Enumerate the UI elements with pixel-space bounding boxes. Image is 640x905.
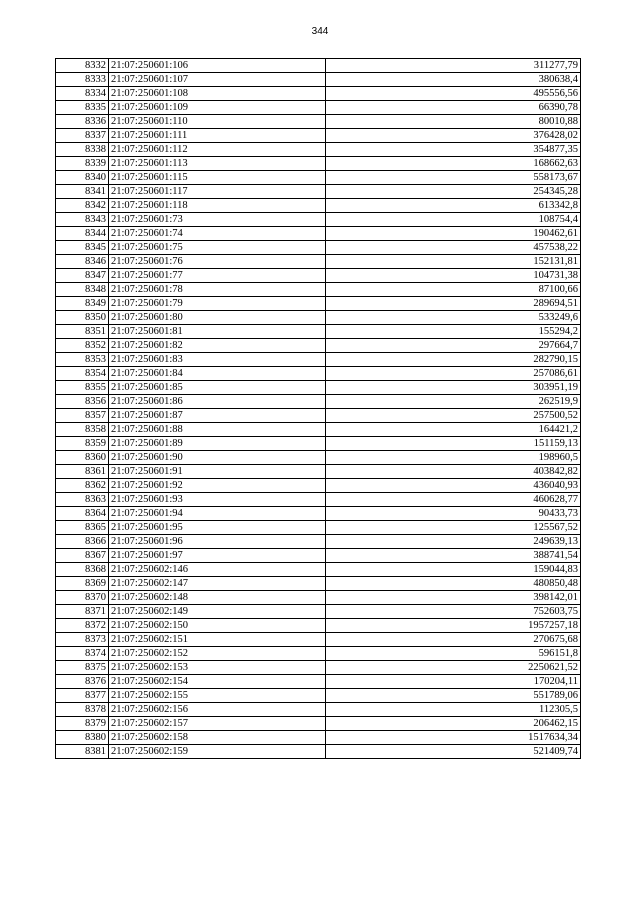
value-cell: 125567,52	[326, 521, 581, 535]
cadastral-number-cell: 21:07:250601:106	[109, 59, 326, 73]
cadastral-number-cell: 21:07:250601:93	[109, 493, 326, 507]
table-row	[56, 73, 581, 87]
row-number-cell: 8355	[56, 381, 109, 395]
value-cell: 460628,77	[326, 493, 581, 507]
row-number-cell: 8352	[56, 339, 109, 353]
value-cell: 311277,79	[326, 59, 581, 73]
cadastral-number-cell: 21:07:250601:83	[109, 353, 326, 367]
table-row	[56, 451, 581, 465]
table-row	[56, 87, 581, 101]
cadastral-number-cell: 21:07:250601:80	[109, 311, 326, 325]
cadastral-number-cell: 21:07:250601:109	[109, 101, 326, 115]
value-cell: 87100,66	[326, 283, 581, 297]
cadastral-number-cell: 21:07:250601:81	[109, 325, 326, 339]
cadastre-table	[55, 58, 581, 759]
row-number-cell: 8345	[56, 241, 109, 255]
table-row	[56, 675, 581, 689]
cadastral-number-cell: 21:07:250601:92	[109, 479, 326, 493]
value-cell: 151159,13	[326, 437, 581, 451]
value-cell: 521409,74	[326, 745, 581, 759]
cadastral-number-cell: 21:07:250602:153	[109, 661, 326, 675]
row-number-cell: 8364	[56, 507, 109, 521]
value-cell: 254345,28	[326, 185, 581, 199]
table-row	[56, 227, 581, 241]
row-number-cell: 8356	[56, 395, 109, 409]
row-number-cell: 8339	[56, 157, 109, 171]
table-row	[56, 381, 581, 395]
cadastral-number-cell: 21:07:250602:154	[109, 675, 326, 689]
table-row	[56, 563, 581, 577]
table-row	[56, 493, 581, 507]
value-cell: 170204,11	[326, 675, 581, 689]
value-cell: 257500,52	[326, 409, 581, 423]
table-row	[56, 283, 581, 297]
cadastral-number-cell: 21:07:250601:87	[109, 409, 326, 423]
cadastral-number-cell: 21:07:250602:155	[109, 689, 326, 703]
row-number-cell: 8350	[56, 311, 109, 325]
value-cell: 90433,73	[326, 507, 581, 521]
value-cell: 551789,06	[326, 689, 581, 703]
cadastral-number-cell: 21:07:250601:88	[109, 423, 326, 437]
value-cell: 198960,5	[326, 451, 581, 465]
cadastral-number-cell: 21:07:250601:112	[109, 143, 326, 157]
table-row	[56, 199, 581, 213]
row-number-cell: 8348	[56, 283, 109, 297]
table-row	[56, 731, 581, 745]
table-row	[56, 465, 581, 479]
table-row	[56, 633, 581, 647]
value-cell: 354877,35	[326, 143, 581, 157]
row-number-cell: 8372	[56, 619, 109, 633]
value-cell: 457538,22	[326, 241, 581, 255]
table-row	[56, 507, 581, 521]
value-cell: 480850,48	[326, 577, 581, 591]
table-row	[56, 549, 581, 563]
row-number-cell: 8369	[56, 577, 109, 591]
row-number-cell: 8332	[56, 59, 109, 73]
table-row	[56, 367, 581, 381]
row-number-cell: 8360	[56, 451, 109, 465]
value-cell: 558173,67	[326, 171, 581, 185]
table-row	[56, 577, 581, 591]
row-number-cell: 8333	[56, 73, 109, 87]
cadastral-number-cell: 21:07:250601:73	[109, 213, 326, 227]
row-number-cell: 8342	[56, 199, 109, 213]
cadastral-number-cell: 21:07:250602:158	[109, 731, 326, 745]
table-row	[56, 59, 581, 73]
cadastral-number-cell: 21:07:250602:151	[109, 633, 326, 647]
row-number-cell: 8340	[56, 171, 109, 185]
row-number-cell: 8341	[56, 185, 109, 199]
value-cell: 257086,61	[326, 367, 581, 381]
value-cell: 249639,13	[326, 535, 581, 549]
table-row	[56, 703, 581, 717]
cadastral-number-cell: 21:07:250601:117	[109, 185, 326, 199]
value-cell: 155294,2	[326, 325, 581, 339]
row-number-cell: 8377	[56, 689, 109, 703]
table-row	[56, 423, 581, 437]
cadastral-number-cell: 21:07:250601:89	[109, 437, 326, 451]
table-row	[56, 661, 581, 675]
row-number-cell: 8367	[56, 549, 109, 563]
value-cell: 596151,8	[326, 647, 581, 661]
row-number-cell: 8354	[56, 367, 109, 381]
value-cell: 1517634,34	[326, 731, 581, 745]
value-cell: 80010,88	[326, 115, 581, 129]
cadastral-number-cell: 21:07:250601:78	[109, 283, 326, 297]
row-number-cell: 8365	[56, 521, 109, 535]
value-cell: 1957257,18	[326, 619, 581, 633]
value-cell: 2250621,52	[326, 661, 581, 675]
cadastral-number-cell: 21:07:250601:84	[109, 367, 326, 381]
cadastral-number-cell: 21:07:250601:77	[109, 269, 326, 283]
row-number-cell: 8343	[56, 213, 109, 227]
cadastral-number-cell: 21:07:250601:90	[109, 451, 326, 465]
table-row	[56, 591, 581, 605]
table-row	[56, 241, 581, 255]
table-row	[56, 339, 581, 353]
value-cell: 388741,54	[326, 549, 581, 563]
value-cell: 403842,82	[326, 465, 581, 479]
cadastral-number-cell: 21:07:250601:110	[109, 115, 326, 129]
cadastral-number-cell: 21:07:250602:148	[109, 591, 326, 605]
row-number-cell: 8380	[56, 731, 109, 745]
cadastral-number-cell: 21:07:250602:147	[109, 577, 326, 591]
table-row	[56, 101, 581, 115]
cadastral-number-cell: 21:07:250601:91	[109, 465, 326, 479]
row-number-cell: 8374	[56, 647, 109, 661]
value-cell: 112305,5	[326, 703, 581, 717]
row-number-cell: 8358	[56, 423, 109, 437]
cadastral-number-cell: 21:07:250601:95	[109, 521, 326, 535]
table-row	[56, 269, 581, 283]
row-number-cell: 8359	[56, 437, 109, 451]
row-number-cell: 8378	[56, 703, 109, 717]
cadastral-number-cell: 21:07:250601:94	[109, 507, 326, 521]
value-cell: 164421,2	[326, 423, 581, 437]
table-row	[56, 437, 581, 451]
value-cell: 613342,8	[326, 199, 581, 213]
row-number-cell: 8366	[56, 535, 109, 549]
value-cell: 190462,61	[326, 227, 581, 241]
row-number-cell: 8357	[56, 409, 109, 423]
cadastral-number-cell: 21:07:250601:107	[109, 73, 326, 87]
value-cell: 282790,15	[326, 353, 581, 367]
row-number-cell: 8334	[56, 87, 109, 101]
table-row	[56, 311, 581, 325]
row-number-cell: 8336	[56, 115, 109, 129]
value-cell: 66390,78	[326, 101, 581, 115]
cadastral-number-cell: 21:07:250602:146	[109, 563, 326, 577]
cadastral-number-cell: 21:07:250601:85	[109, 381, 326, 395]
value-cell: 297664,7	[326, 339, 581, 353]
table-row	[56, 619, 581, 633]
table-row	[56, 143, 581, 157]
table-row	[56, 745, 581, 759]
row-number-cell: 8346	[56, 255, 109, 269]
row-number-cell: 8379	[56, 717, 109, 731]
cadastral-number-cell: 21:07:250601:111	[109, 129, 326, 143]
table-row	[56, 521, 581, 535]
row-number-cell: 8337	[56, 129, 109, 143]
value-cell: 270675,68	[326, 633, 581, 647]
value-cell: 206462,15	[326, 717, 581, 731]
cadastral-number-cell: 21:07:250601:76	[109, 255, 326, 269]
value-cell: 303951,19	[326, 381, 581, 395]
cadastral-number-cell: 21:07:250601:108	[109, 87, 326, 101]
value-cell: 262519,9	[326, 395, 581, 409]
value-cell: 168662,63	[326, 157, 581, 171]
row-number-cell: 8375	[56, 661, 109, 675]
cadastral-number-cell: 21:07:250601:74	[109, 227, 326, 241]
value-cell: 104731,38	[326, 269, 581, 283]
row-number-cell: 8373	[56, 633, 109, 647]
row-number-cell: 8368	[56, 563, 109, 577]
value-cell: 398142,01	[326, 591, 581, 605]
row-number-cell: 8381	[56, 745, 109, 759]
table-row	[56, 255, 581, 269]
value-cell: 495556,56	[326, 87, 581, 101]
row-number-cell: 8370	[56, 591, 109, 605]
table-row	[56, 353, 581, 367]
row-number-cell: 8361	[56, 465, 109, 479]
cadastral-number-cell: 21:07:250602:156	[109, 703, 326, 717]
cadastral-number-cell: 21:07:250601:86	[109, 395, 326, 409]
row-number-cell: 8353	[56, 353, 109, 367]
table-row	[56, 185, 581, 199]
cadastral-number-cell: 21:07:250602:152	[109, 647, 326, 661]
value-cell: 159044,83	[326, 563, 581, 577]
row-number-cell: 8371	[56, 605, 109, 619]
table-row	[56, 535, 581, 549]
page-number: 344	[311, 26, 329, 37]
row-number-cell: 8349	[56, 297, 109, 311]
row-number-cell: 8347	[56, 269, 109, 283]
cadastral-number-cell: 21:07:250602:159	[109, 745, 326, 759]
table-row	[56, 325, 581, 339]
cadastral-number-cell: 21:07:250601:115	[109, 171, 326, 185]
value-cell: 436040,93	[326, 479, 581, 493]
value-cell: 108754,4	[326, 213, 581, 227]
cadastral-number-cell: 21:07:250601:96	[109, 535, 326, 549]
table-row	[56, 409, 581, 423]
cadastral-number-cell: 21:07:250601:79	[109, 297, 326, 311]
table-row	[56, 689, 581, 703]
table-row	[56, 129, 581, 143]
row-number-cell: 8344	[56, 227, 109, 241]
table-row	[56, 647, 581, 661]
row-number-cell: 8338	[56, 143, 109, 157]
value-cell: 533249,6	[326, 311, 581, 325]
row-number-cell: 8335	[56, 101, 109, 115]
cadastral-number-cell: 21:07:250601:118	[109, 199, 326, 213]
table-body	[56, 59, 581, 759]
table-row	[56, 605, 581, 619]
table-row	[56, 395, 581, 409]
row-number-cell: 8363	[56, 493, 109, 507]
cadastral-number-cell: 21:07:250601:97	[109, 549, 326, 563]
table-row	[56, 115, 581, 129]
row-number-cell: 8351	[56, 325, 109, 339]
table-row	[56, 157, 581, 171]
row-number-cell: 8376	[56, 675, 109, 689]
cadastral-number-cell: 21:07:250601:82	[109, 339, 326, 353]
cadastral-number-cell: 21:07:250602:157	[109, 717, 326, 731]
value-cell: 380638,4	[326, 73, 581, 87]
cadastral-number-cell: 21:07:250601:75	[109, 241, 326, 255]
cadastral-number-cell: 21:07:250601:113	[109, 157, 326, 171]
value-cell: 152131,81	[326, 255, 581, 269]
value-cell: 752603,75	[326, 605, 581, 619]
value-cell: 376428,02	[326, 129, 581, 143]
table-row	[56, 171, 581, 185]
table-row	[56, 479, 581, 493]
cadastral-number-cell: 21:07:250602:150	[109, 619, 326, 633]
cadastral-number-cell: 21:07:250602:149	[109, 605, 326, 619]
table-row	[56, 717, 581, 731]
value-cell: 289694,51	[326, 297, 581, 311]
table-row	[56, 297, 581, 311]
row-number-cell: 8362	[56, 479, 109, 493]
table-row	[56, 213, 581, 227]
